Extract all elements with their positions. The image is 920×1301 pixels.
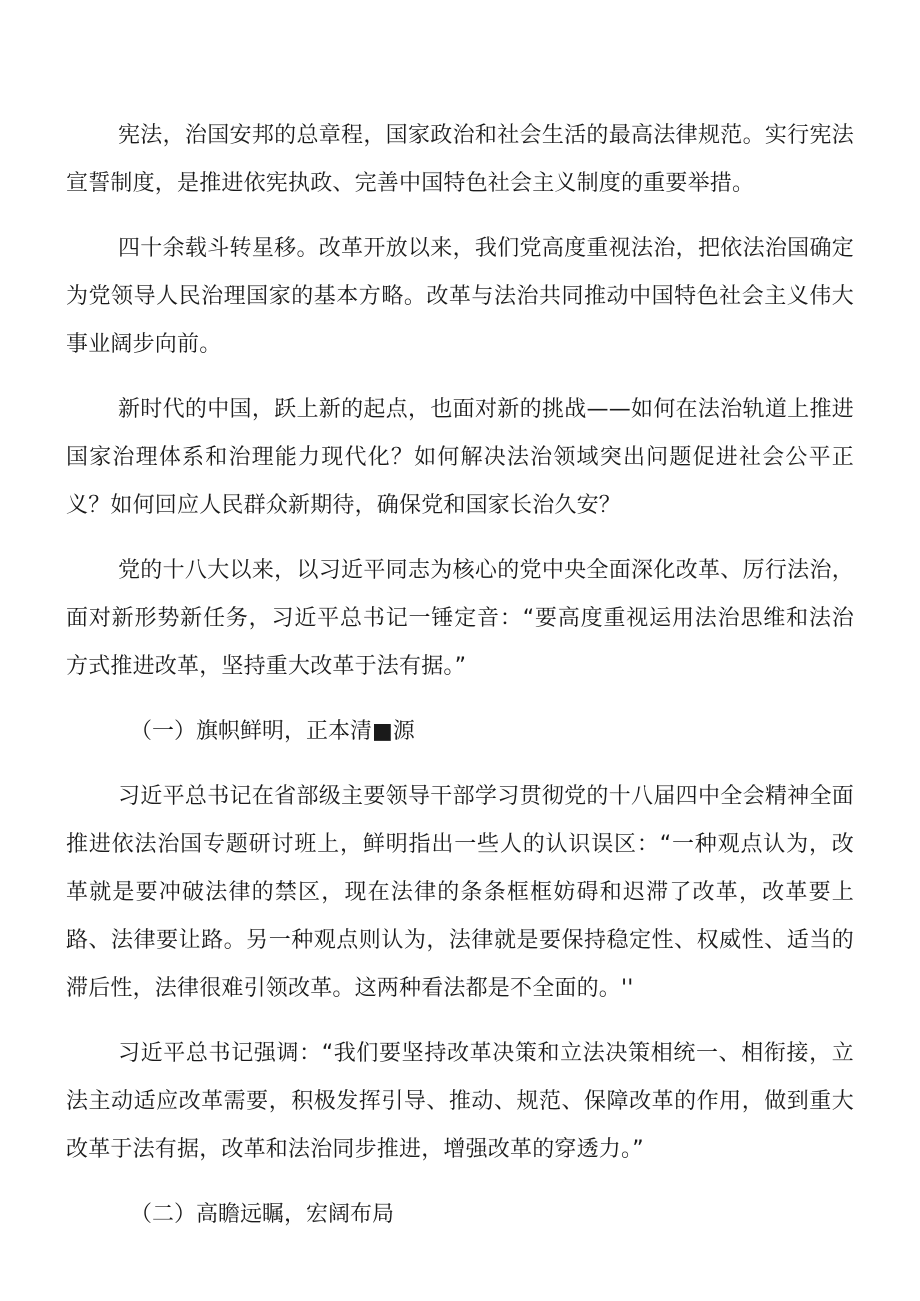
paragraph-misconceptions: 习近平总书记在省部级主要领导干部学习贯彻党的十八届四中全会精神全面推进依法治国专题研讨班上，鲜明指出一些人的认识误区：“一种观点认为，改革就是要冲破法律的禁区，现在法律的条条框框妨碍和迟滞了改革，改革要上路、法律要让路。另一种观点则认为，法律就是要保持稳定性、权威性、适当的滞后性，法律很难引领改革。这两种看法都是不全面的。'' xyxy=(66,784,854,1001)
paragraph-constitution: 宪法，治国安邦的总章程，国家政治和社会生活的最高法律规范。实行宪法宣誓制度，是推进依宪执政、完善中国特色社会主义制度的重要举措。 xyxy=(66,123,854,196)
paragraph-new-era: 新时代的中国，跃上新的起点，也面对新的挑战——如何在法治轨道上推进国家治理体系和治理能力现代化？如何解决法治领域突出问题促进社会公平正义？如何回应人民群众新期待，确保党和国家长治久安？ xyxy=(66,397,854,518)
paragraph-eighteenth-congress: 党的十八大以来，以习近平同志为核心的党中央全面深化改革、厉行法治，面对新形势新任务，习近平总书记一锤定音：“要高度重视运用法治思维和法治方式推进改革，坚持重大改革于法有据。” xyxy=(66,558,854,679)
section-heading-two: （二）高瞻远瞩，宏阔布局 xyxy=(130,1202,395,1227)
paragraph-emphasis: 习近平总书记强调：“我们要坚持改革决策和立法决策相统一、相衔接，立法主动适应改革需要，积极发挥引导、推动、规范、保障改革的作用，做到重大改革于法有据，改革和法治同步推进，增强改革的穿透力。” xyxy=(66,1041,854,1162)
paragraph-reform-opening: 四十余载斗转星移。改革开放以来，我们党高度重视法治，把依法治国确定为党领导人民治理国家的基本方略。改革与法治共同推动中国特色社会主义伟大事业阔步向前。 xyxy=(66,236,854,357)
section-heading-one: （一）旗帜鲜明，正本清■源 xyxy=(130,719,415,744)
